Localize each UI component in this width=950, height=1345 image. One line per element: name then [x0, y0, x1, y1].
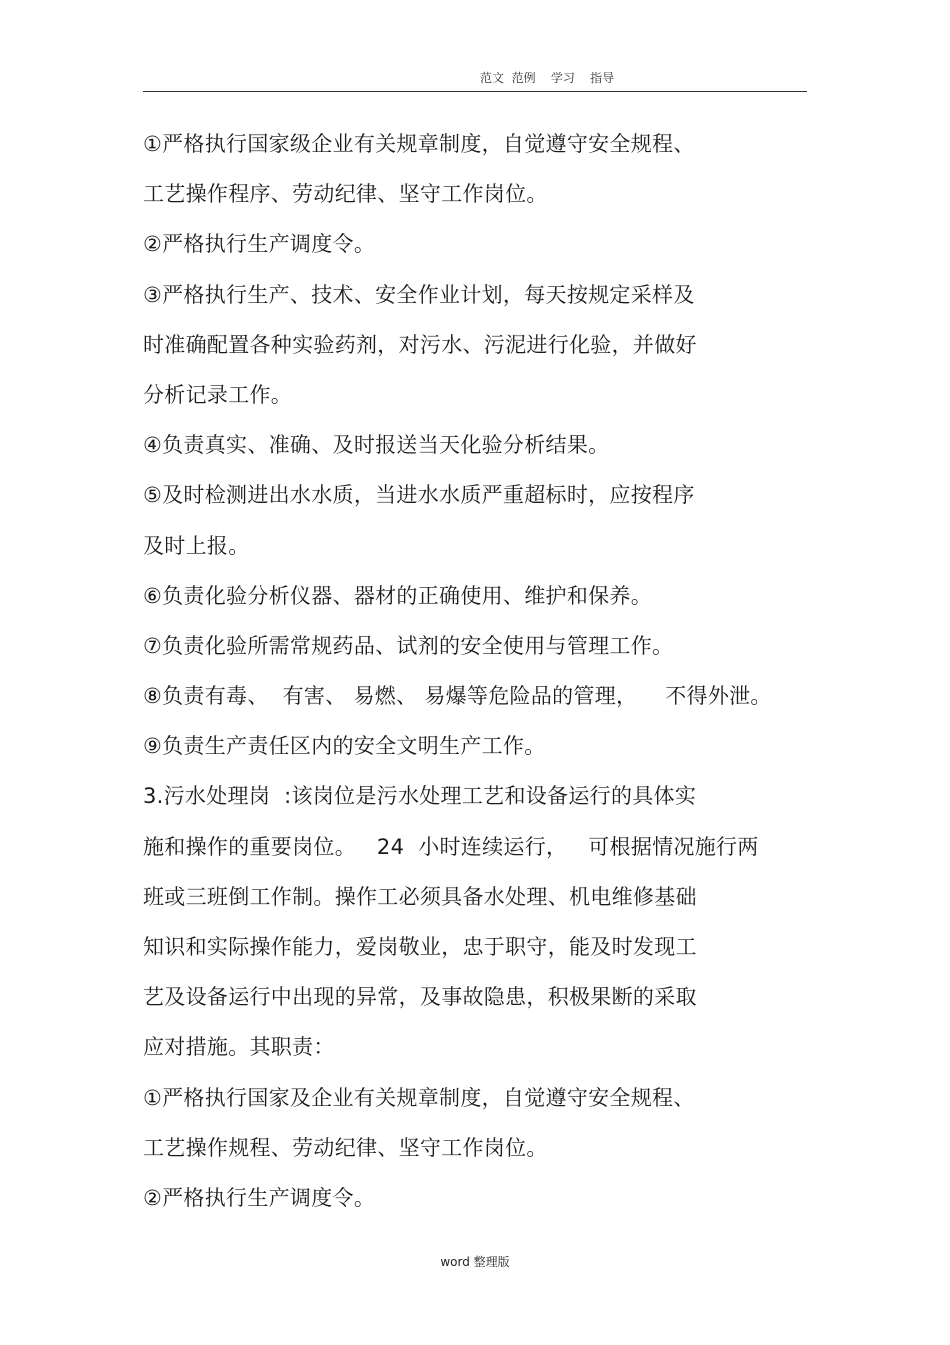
- header-text: 范文 范例 学习 指导: [480, 71, 615, 85]
- text-line: ⑨负责生产责任区内的安全文明生产工作。: [143, 734, 546, 759]
- page-header: [0, 69, 950, 89]
- text-line: ⑦负责化验所需常规药品、试剂的安全使用与管理工作。: [143, 633, 674, 658]
- text-line: 3.污水处理岗 :该岗位是污水处理工艺和设备运行的具体实: [143, 784, 697, 809]
- footer-text: word 整理版: [440, 1255, 510, 1269]
- text-line: 及时上报。: [143, 533, 250, 558]
- header-divider: [143, 91, 807, 92]
- text-line: 知识和实际操作能力，爱岗敬业，忠于职守，能及时发现工: [143, 935, 697, 959]
- text-line: 班或三班倒工作制。操作工必须具备水处理、机电维修基础: [143, 884, 697, 909]
- text-line: 时准确配置各种实验药剂，对污水、污泥进行化验，并做好: [143, 332, 697, 357]
- text-line: 应对措施。其职责：: [143, 1035, 335, 1060]
- text-line: ⑧负责有毒、 有害、 易燃、 易爆等危险品的管理， 不得外泄。: [143, 684, 772, 709]
- text-line: 艺及设备运行中出现的异常，及事故隐患，积极果断的采取: [143, 985, 697, 1010]
- text-line: ①严格执行国家及企业有关规章制度，自觉遵守安全规程、: [143, 1085, 695, 1110]
- text-line: 工艺操作规程、劳动纪律、坚守工作岗位。: [143, 1135, 548, 1160]
- text-line: ④负责真实、准确、及时报送当天化验分析结果。: [143, 433, 610, 458]
- text-line: ⑤及时检测进出水水质，当进水水质严重超标时，应按程序: [143, 483, 695, 508]
- page-footer: [0, 1251, 950, 1270]
- text-line: 工艺操作程序、劳动纪律、坚守工作岗位。: [143, 182, 548, 207]
- text-line: ②严格执行生产调度令。: [143, 1185, 376, 1210]
- text-line: ③严格执行生产、技术、安全作业计划，每天按规定采样及: [143, 282, 695, 307]
- text-line: 分析记录工作。: [143, 382, 293, 407]
- text-line: 施和操作的重要岗位。 24 小时连续运行， 可根据情况施行两: [143, 834, 759, 859]
- document-body: [143, 124, 823, 1228]
- text-line: ⑥负责化验分析仪器、器材的正确使用、维护和保养。: [143, 583, 653, 608]
- text-line: ①严格执行国家级企业有关规章制度，自觉遵守安全规程、: [143, 132, 695, 156]
- text-line: ②严格执行生产调度令。: [143, 232, 376, 257]
